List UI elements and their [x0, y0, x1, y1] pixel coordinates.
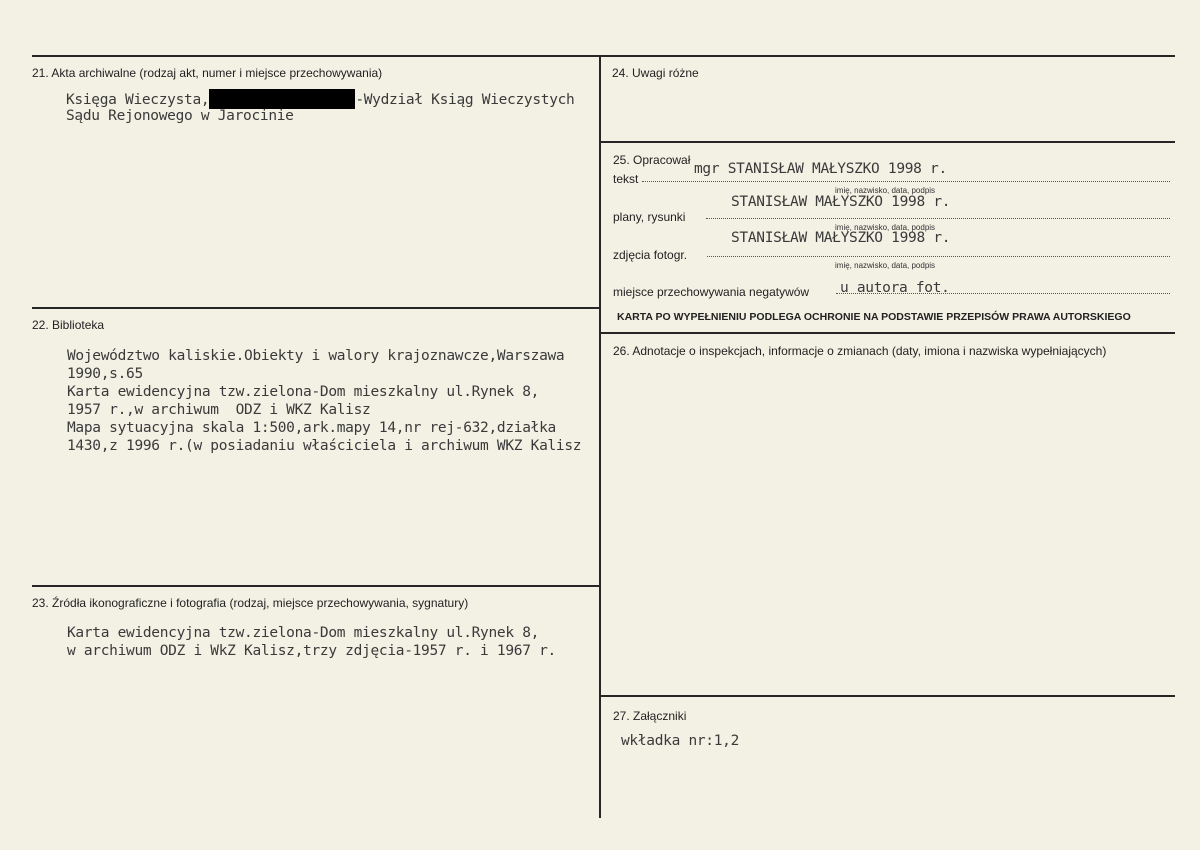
divider-24-25 — [601, 141, 1175, 143]
tekst-label: tekst — [613, 172, 639, 186]
divider-22-23 — [32, 585, 599, 587]
section-23-line: w archiwum ODZ i WkZ Kalisz,trzy zdjęcia-1957 r. i 1967 r. — [67, 643, 556, 659]
divider-26-27 — [601, 695, 1175, 697]
section-22-line: 1957 r.,w archiwum ODZ i WKZ Kalisz — [67, 402, 371, 418]
section-21-line-1-b: -Wydział Ksiąg Wieczystych — [355, 92, 575, 108]
section-22-line: 1990,s.65 — [67, 366, 143, 382]
zdjecia-value: STANISŁAW MAŁYSZKO 1998 r. — [731, 230, 951, 246]
zdjecia-label: zdjęcia fotogr. — [613, 248, 688, 262]
section-21-line-1-a: Księga Wieczysta, — [66, 92, 210, 108]
section-22-line: Województwo kaliskie.Obiekty i walory krajoznawcze,Warszawa — [67, 348, 565, 364]
section-21-line-2: Sądu Rejonowego w Jarocinie — [66, 108, 294, 124]
plany-value: STANISŁAW MAŁYSZKO 1998 r. — [731, 194, 951, 210]
section-23-line: Karta ewidencyjna tzw.zielona-Dom mieszkalny ul.Rynek 8, — [67, 625, 540, 641]
section-26-label: 26. Adnotacje o inspekcjach, informacje o zmianach (daty, imiona i nazwiska wypełniających) — [613, 344, 1107, 358]
negatywy-label: miejsce przechowywania negatywów — [613, 285, 810, 299]
tekst-hint: imię, nazwisko, data, podpis — [835, 186, 936, 195]
zdjecia-hint: imię, nazwisko, data, podpis — [835, 261, 936, 270]
section-25-label: 25. Opracował — [613, 153, 691, 167]
zdjecia-dotted-line — [707, 256, 1170, 257]
section-24-label: 24. Uwagi różne — [612, 66, 699, 80]
section-21-line-1 — [66, 89, 575, 109]
copyright-notice: KARTA PO WYPEŁNIENIU PODLEGA OCHRONIE NA PODSTAWIE PRZEPISÓW PRAWA AUTORSKIEGO — [617, 311, 1131, 323]
plany-label: plany, rysunki — [613, 210, 686, 224]
center-divider — [599, 55, 601, 818]
divider-25-26 — [601, 332, 1175, 334]
section-27-label: 27. Załączniki — [613, 709, 687, 723]
tekst-value: mgr STANISŁAW MAŁYSZKO 1998 r. — [694, 161, 947, 177]
redaction-box — [209, 89, 355, 109]
section-22-line: Mapa sytuacyjna skala 1:500,ark.mapy 14,nr rej-632,działka — [67, 420, 556, 436]
negatywy-value: u autora fot. — [840, 280, 950, 296]
section-21-label: 21. Akta archiwalne (rodzaj akt, numer i miejsce przechowywania) — [32, 66, 383, 80]
section-22-line: 1430,z 1996 r.(w posiadaniu właściciela i archiwum WKZ Kalisz — [67, 438, 582, 454]
section-22-line: Karta ewidencyjna tzw.zielona-Dom mieszkalny ul.Rynek 8, — [67, 384, 540, 400]
plany-dotted-line — [706, 218, 1170, 219]
plany-hint: imię, nazwisko, data, podpis — [835, 223, 936, 232]
top-border — [32, 55, 1175, 57]
section-27-value: wkładka nr:1,2 — [621, 733, 740, 749]
divider-21-22 — [32, 307, 599, 309]
section-23-label: 23. Źródła ikonograficzne i fotografia (rodzaj, miejsce przechowywania, sygnatury) — [32, 596, 469, 610]
tekst-dotted-line — [642, 181, 1170, 182]
section-22-label: 22. Biblioteka — [32, 318, 105, 332]
